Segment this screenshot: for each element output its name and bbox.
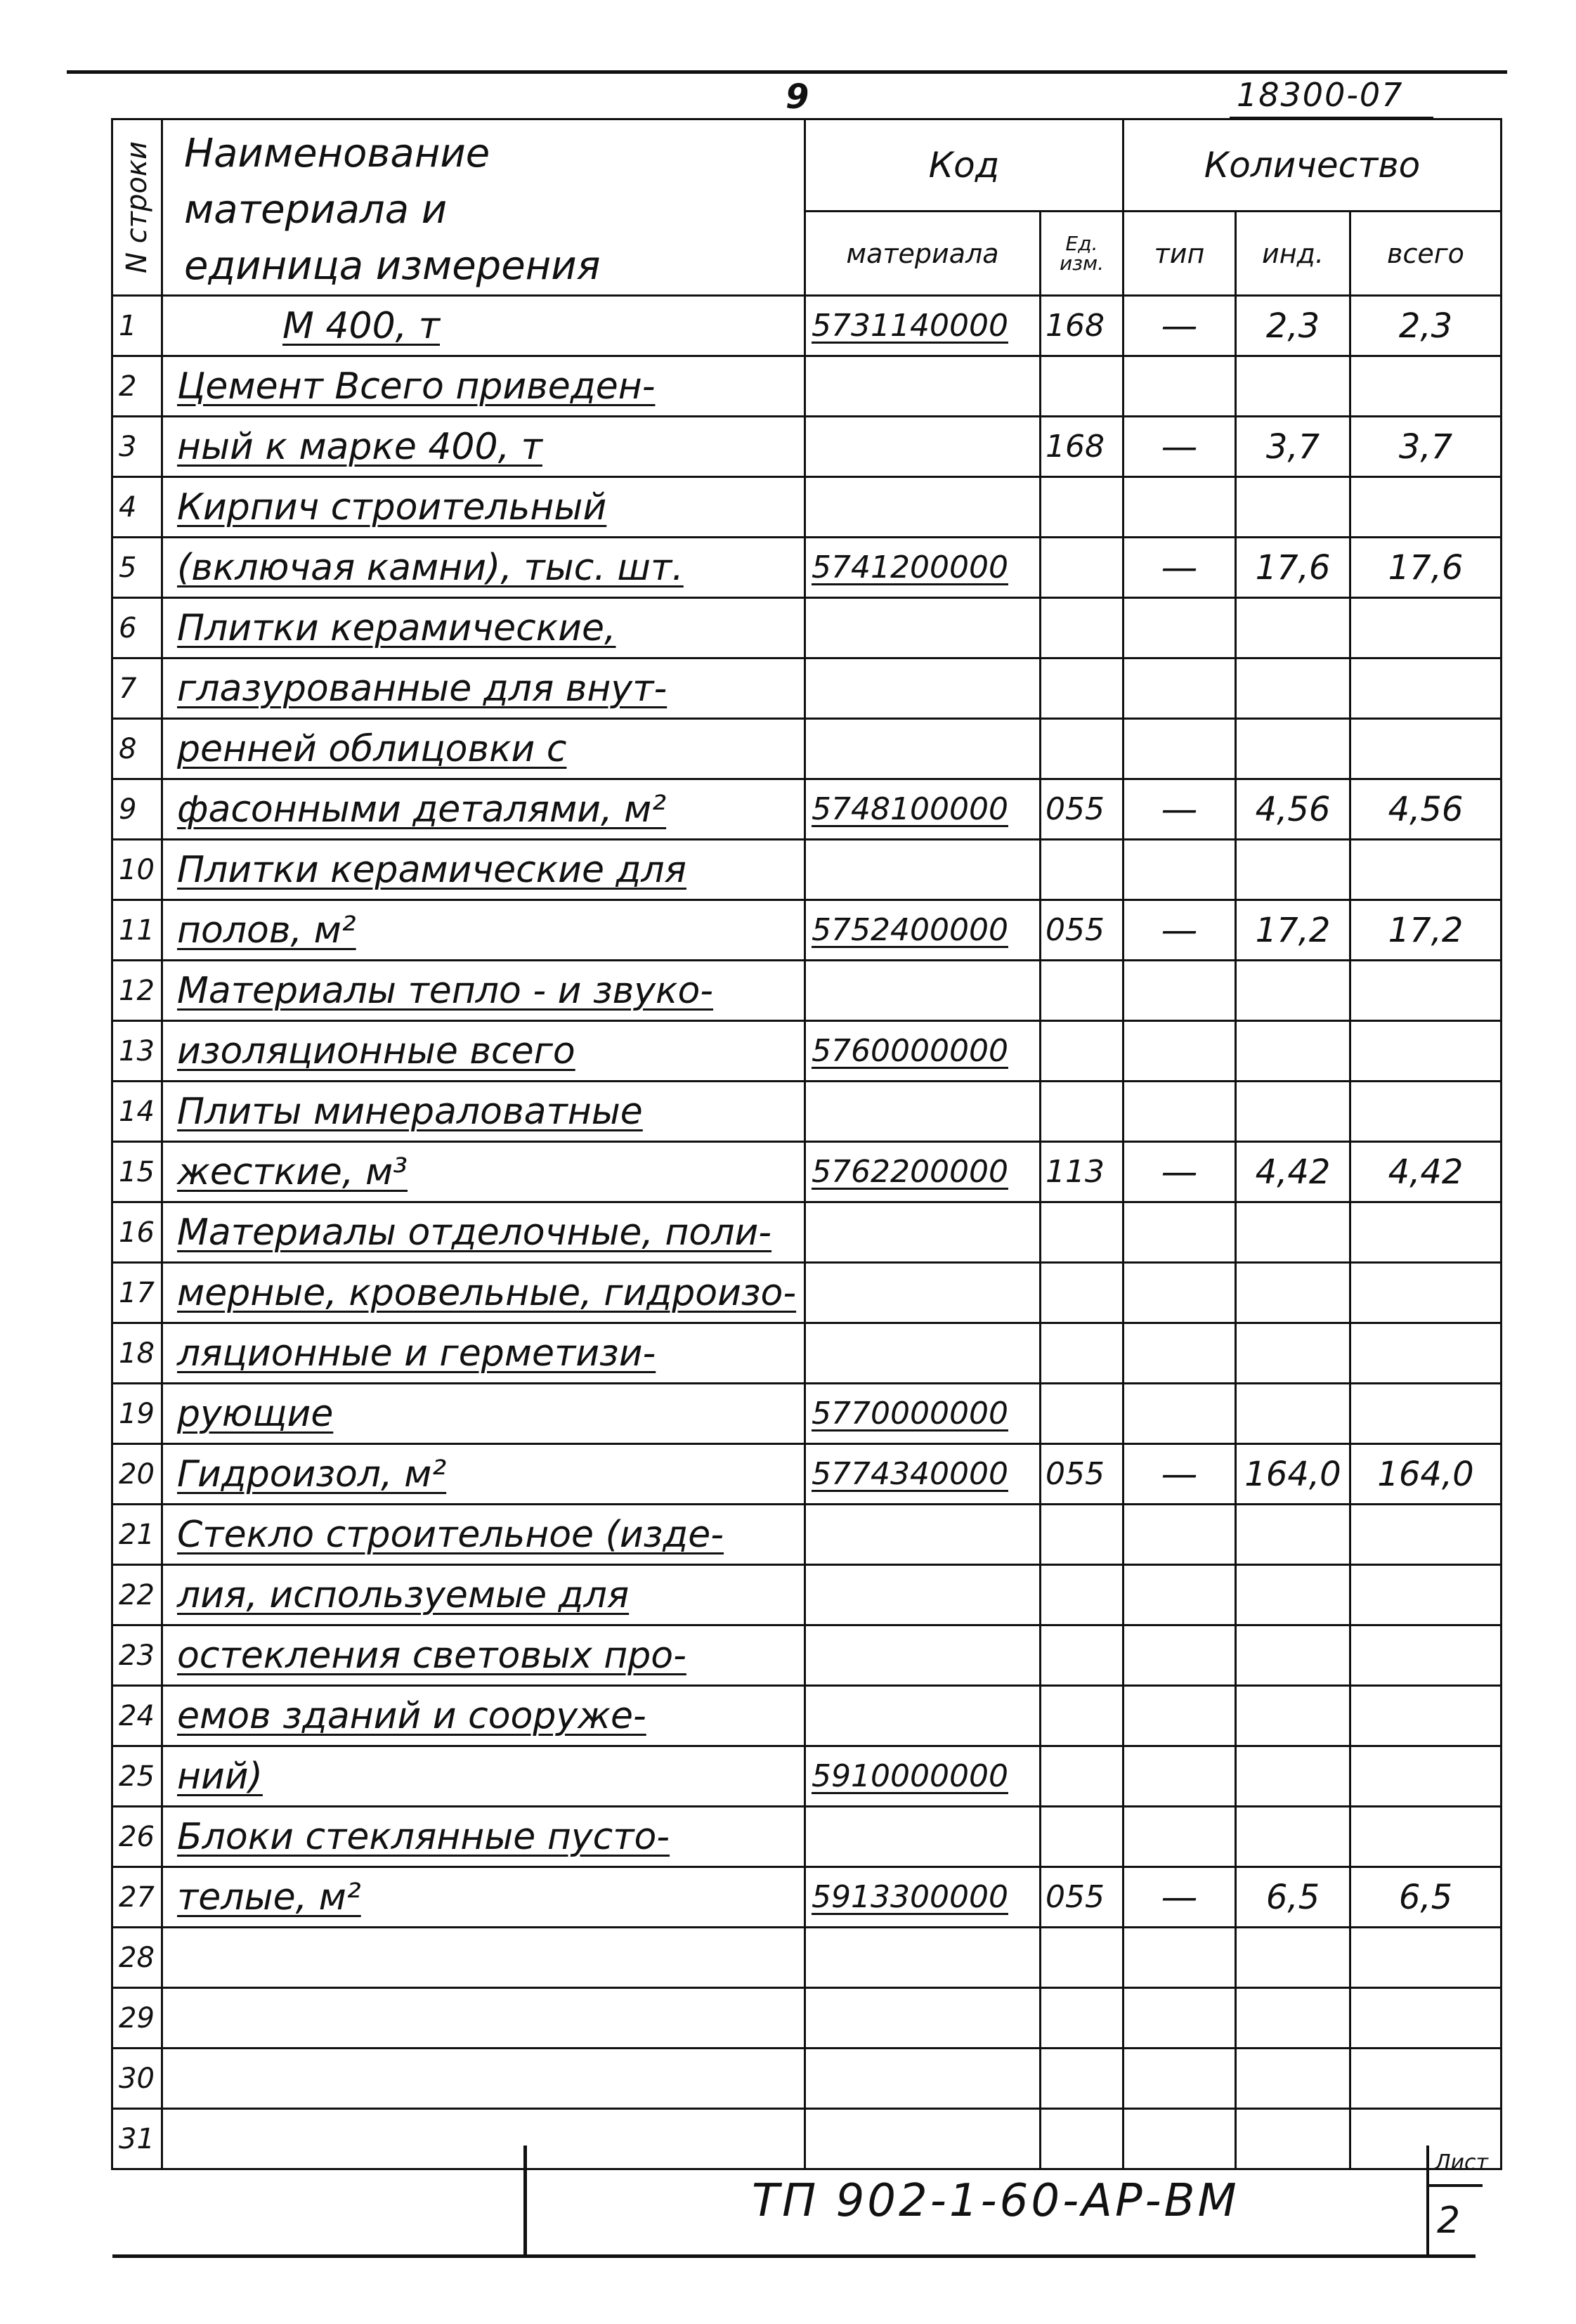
header-material-code: материала (805, 212, 1041, 296)
material-code (805, 1807, 1041, 1867)
qty-type (1124, 840, 1236, 900)
unit-code: 168 (1041, 296, 1124, 356)
material-name: изоляционные всего (162, 1021, 805, 1082)
qty-individual: 6,5 (1236, 1867, 1350, 1928)
row-number: 21 (112, 1505, 162, 1565)
unit-code (1041, 1565, 1124, 1625)
table-row (112, 1263, 1502, 1323)
qty-type (1124, 356, 1236, 417)
bottom-rule (112, 2254, 1476, 2258)
material-name: емов зданий и сооруже- (162, 1686, 805, 1746)
row-number: 30 (112, 2049, 162, 2109)
sheet-box-divider (1426, 2146, 1429, 2257)
row-number: 16 (112, 1202, 162, 1263)
row-number: 28 (112, 1928, 162, 1988)
table-row (112, 1202, 1502, 1263)
qty-individual (1236, 1323, 1350, 1384)
unit-code (1041, 1021, 1124, 1082)
unit-code (1041, 1263, 1124, 1323)
unit-code (1041, 1988, 1124, 2049)
table-row (112, 538, 1502, 598)
material-name: ренней облицовки с (162, 719, 805, 779)
material-name: фасонными деталями, м² (162, 779, 805, 840)
qty-individual: 17,6 (1236, 538, 1350, 598)
material-name: телые, м² (162, 1867, 805, 1928)
qty-type (1124, 1505, 1236, 1565)
unit-code: 055 (1041, 779, 1124, 840)
qty-total (1350, 840, 1502, 900)
qty-total: 4,42 (1350, 1142, 1502, 1202)
qty-total: 3,7 (1350, 417, 1502, 477)
page-number: 9 (786, 77, 809, 117)
qty-type (1124, 2049, 1236, 2109)
table-row (112, 2109, 1502, 2169)
top-rule (67, 70, 1507, 74)
qty-type (1124, 1625, 1236, 1686)
header-row-number: N строки (112, 119, 162, 296)
qty-type (1124, 1202, 1236, 1263)
qty-individual: 17,2 (1236, 900, 1350, 961)
qty-type (1124, 1686, 1236, 1746)
qty-type: — (1124, 1867, 1236, 1928)
material-name: ний) (162, 1746, 805, 1807)
material-name: жесткие, м³ (162, 1142, 805, 1202)
header-qty-total: всего (1350, 212, 1502, 296)
unit-code (1041, 961, 1124, 1021)
qty-type: — (1124, 417, 1236, 477)
material-code: 5760000000 (805, 1021, 1041, 1082)
qty-type (1124, 1384, 1236, 1444)
qty-individual (1236, 1202, 1350, 1263)
qty-total (1350, 1746, 1502, 1807)
unit-code (1041, 1323, 1124, 1384)
unit-code: 113 (1041, 1142, 1124, 1202)
unit-code (1041, 2109, 1124, 2169)
table-row (112, 961, 1502, 1021)
document-designation: ТП 902-1-60-АР-ВМ (752, 2175, 1239, 2227)
row-number: 22 (112, 1565, 162, 1625)
table-row (112, 840, 1502, 900)
material-name: Кирпич строительный (162, 477, 805, 538)
row-number: 18 (112, 1323, 162, 1384)
material-name (162, 1988, 805, 2049)
table-row (112, 598, 1502, 658)
qty-total: 6,5 (1350, 1867, 1502, 1928)
table-row (112, 658, 1502, 719)
material-name (162, 1928, 805, 1988)
material-code (805, 417, 1041, 477)
header-qty-type: тип (1124, 212, 1236, 296)
qty-individual (1236, 1746, 1350, 1807)
qty-type (1124, 2109, 1236, 2169)
material-code (805, 1323, 1041, 1384)
material-code (805, 1202, 1041, 1263)
material-name: Стекло строительное (изде- (162, 1505, 805, 1565)
material-name: Плитки керамические для (162, 840, 805, 900)
row-number: 8 (112, 719, 162, 779)
material-name: ляционные и герметизи- (162, 1323, 805, 1384)
qty-type (1124, 1565, 1236, 1625)
material-code (805, 1505, 1041, 1565)
qty-type (1124, 477, 1236, 538)
row-number: 12 (112, 961, 162, 1021)
material-code (805, 840, 1041, 900)
material-code (805, 961, 1041, 1021)
qty-total (1350, 1384, 1502, 1444)
material-code (805, 1928, 1041, 1988)
qty-total (1350, 1082, 1502, 1142)
qty-type (1124, 719, 1236, 779)
qty-individual: 4,56 (1236, 779, 1350, 840)
material-code: 5913300000 (805, 1867, 1041, 1928)
unit-code: 168 (1041, 417, 1124, 477)
material-code (805, 2049, 1041, 2109)
table-row (112, 1928, 1502, 1988)
qty-total (1350, 1202, 1502, 1263)
qty-individual: 4,42 (1236, 1142, 1350, 1202)
row-number: 14 (112, 1082, 162, 1142)
unit-code (1041, 1082, 1124, 1142)
unit-code (1041, 658, 1124, 719)
qty-individual (1236, 2109, 1350, 2169)
qty-type (1124, 1263, 1236, 1323)
material-code: 5748100000 (805, 779, 1041, 840)
qty-individual (1236, 1988, 1350, 2049)
unit-code (1041, 1625, 1124, 1686)
qty-total: 2,3 (1350, 296, 1502, 356)
qty-individual (1236, 1263, 1350, 1323)
qty-type (1124, 658, 1236, 719)
row-number: 25 (112, 1746, 162, 1807)
row-number: 15 (112, 1142, 162, 1202)
table-row (112, 1444, 1502, 1505)
row-number: 17 (112, 1263, 162, 1323)
unit-code (1041, 1505, 1124, 1565)
table-row (112, 1323, 1502, 1384)
table-row (112, 2049, 1502, 2109)
unit-code (1041, 1807, 1124, 1867)
material-name: остекления световых про- (162, 1625, 805, 1686)
row-number: 29 (112, 1988, 162, 2049)
unit-code (1041, 356, 1124, 417)
unit-code (1041, 1686, 1124, 1746)
table-row (112, 1565, 1502, 1625)
unit-code (1041, 598, 1124, 658)
material-name: Блоки стеклянные пусто- (162, 1807, 805, 1867)
table-row (112, 900, 1502, 961)
material-name: рующие (162, 1384, 805, 1444)
qty-type: — (1124, 1142, 1236, 1202)
row-number: 5 (112, 538, 162, 598)
qty-total (1350, 961, 1502, 1021)
qty-individual: 164,0 (1236, 1444, 1350, 1505)
unit-code (1041, 1384, 1124, 1444)
material-code (805, 1565, 1041, 1625)
row-number: 11 (112, 900, 162, 961)
qty-total: 17,6 (1350, 538, 1502, 598)
row-number: 4 (112, 477, 162, 538)
qty-total (1350, 1988, 1502, 2049)
material-name: лия, используемые для (162, 1565, 805, 1625)
qty-total (1350, 1505, 1502, 1565)
qty-individual (1236, 598, 1350, 658)
material-code (805, 719, 1041, 779)
unit-code (1041, 1202, 1124, 1263)
qty-total (1350, 1565, 1502, 1625)
unit-code (1041, 1746, 1124, 1807)
qty-type (1124, 598, 1236, 658)
material-code (805, 1082, 1041, 1142)
table-row (112, 477, 1502, 538)
qty-type: — (1124, 296, 1236, 356)
qty-individual (1236, 1807, 1350, 1867)
table-row (112, 417, 1502, 477)
row-number: 9 (112, 779, 162, 840)
qty-total (1350, 1323, 1502, 1384)
row-number: 10 (112, 840, 162, 900)
table-row (112, 779, 1502, 840)
unit-code (1041, 840, 1124, 900)
row-number: 1 (112, 296, 162, 356)
qty-individual (1236, 1505, 1350, 1565)
qty-individual (1236, 1021, 1350, 1082)
material-name: полов, м² (162, 900, 805, 961)
unit-code (1041, 1928, 1124, 1988)
qty-type (1124, 1928, 1236, 1988)
material-code: 5910000000 (805, 1746, 1041, 1807)
material-name: мерные, кровельные, гидроизо- (162, 1263, 805, 1323)
qty-total: 4,56 (1350, 779, 1502, 840)
row-number: 20 (112, 1444, 162, 1505)
qty-type (1124, 1746, 1236, 1807)
table-row (112, 1142, 1502, 1202)
sheet-label: Лист (1435, 2150, 1489, 2175)
material-code (805, 2109, 1041, 2169)
qty-type (1124, 1021, 1236, 1082)
material-code: 5731140000 (805, 296, 1041, 356)
table-row (112, 1746, 1502, 1807)
material-code (805, 1625, 1041, 1686)
material-name: ный к марке 400, т (162, 417, 805, 477)
row-number: 24 (112, 1686, 162, 1746)
row-number: 3 (112, 417, 162, 477)
qty-total (1350, 1263, 1502, 1323)
material-code (805, 658, 1041, 719)
material-name: (включая камни), тыс. шт. (162, 538, 805, 598)
qty-type: — (1124, 779, 1236, 840)
material-name: Гидроизол, м² (162, 1444, 805, 1505)
qty-type (1124, 961, 1236, 1021)
qty-total: 17,2 (1350, 900, 1502, 961)
qty-type (1124, 1323, 1236, 1384)
table-row (112, 1686, 1502, 1746)
row-number: 6 (112, 598, 162, 658)
qty-individual (1236, 356, 1350, 417)
qty-individual (1236, 840, 1350, 900)
qty-type (1124, 1807, 1236, 1867)
unit-code: 055 (1041, 1867, 1124, 1928)
qty-individual (1236, 719, 1350, 779)
qty-individual (1236, 1686, 1350, 1746)
material-code: 5774340000 (805, 1444, 1041, 1505)
qty-individual (1236, 477, 1350, 538)
row-number: 13 (112, 1021, 162, 1082)
material-code (805, 477, 1041, 538)
qty-total (1350, 356, 1502, 417)
table-row (112, 719, 1502, 779)
title-block-divider (523, 2146, 527, 2257)
table-row (112, 1625, 1502, 1686)
qty-individual: 3,7 (1236, 417, 1350, 477)
material-name (162, 2049, 805, 2109)
qty-individual (1236, 961, 1350, 1021)
material-code: 5752400000 (805, 900, 1041, 961)
table-row (112, 1021, 1502, 1082)
qty-individual (1236, 1082, 1350, 1142)
unit-code (1041, 538, 1124, 598)
qty-individual (1236, 658, 1350, 719)
material-name: Плиты минераловатные (162, 1082, 805, 1142)
qty-individual (1236, 1565, 1350, 1625)
qty-type (1124, 1988, 1236, 2049)
material-name: глазурованные для внут- (162, 658, 805, 719)
row-number: 23 (112, 1625, 162, 1686)
sheet-number: 2 (1437, 2200, 1461, 2242)
unit-code (1041, 477, 1124, 538)
qty-individual (1236, 1625, 1350, 1686)
qty-total (1350, 477, 1502, 538)
header-quantity-group: Количество (1124, 119, 1502, 212)
document-code: 18300-07 (1237, 76, 1404, 114)
material-code: 5762200000 (805, 1142, 1041, 1202)
material-code: 5770000000 (805, 1384, 1041, 1444)
header-code-group: Код (805, 119, 1124, 212)
qty-total (1350, 598, 1502, 658)
qty-total (1350, 658, 1502, 719)
material-name: М 400, т (162, 296, 805, 356)
qty-total (1350, 1686, 1502, 1746)
qty-type: — (1124, 1444, 1236, 1505)
qty-individual: 2,3 (1236, 296, 1350, 356)
qty-individual (1236, 1384, 1350, 1444)
table-row (112, 1505, 1502, 1565)
row-number: 31 (112, 2109, 162, 2169)
table-row (112, 1384, 1502, 1444)
row-number: 26 (112, 1807, 162, 1867)
qty-total (1350, 719, 1502, 779)
table-row (112, 1988, 1502, 2049)
row-number: 19 (112, 1384, 162, 1444)
header-qty-individual: инд. (1236, 212, 1350, 296)
qty-total (1350, 1928, 1502, 1988)
qty-individual (1236, 2049, 1350, 2109)
material-code (805, 1686, 1041, 1746)
qty-total (1350, 1021, 1502, 1082)
row-number: 2 (112, 356, 162, 417)
unit-code (1041, 719, 1124, 779)
unit-code: 055 (1041, 900, 1124, 961)
material-code (805, 1263, 1041, 1323)
material-name: Материалы отделочные, поли- (162, 1202, 805, 1263)
material-code: 5741200000 (805, 538, 1041, 598)
sheet-box-rule (1426, 2184, 1483, 2187)
material-code (805, 1988, 1041, 2049)
material-code (805, 598, 1041, 658)
qty-total (1350, 1625, 1502, 1686)
table-row (112, 1082, 1502, 1142)
qty-total: 164,0 (1350, 1444, 1502, 1505)
header-unit-code: Ед. изм. (1041, 212, 1124, 296)
qty-total (1350, 1807, 1502, 1867)
qty-total (1350, 2049, 1502, 2109)
table-row (112, 1807, 1502, 1867)
row-number: 7 (112, 658, 162, 719)
unit-code: 055 (1041, 1444, 1124, 1505)
table-row (112, 296, 1502, 356)
material-code (805, 356, 1041, 417)
material-name: Материалы тепло - и звуко- (162, 961, 805, 1021)
material-name: Цемент Всего приведен- (162, 356, 805, 417)
qty-type: — (1124, 538, 1236, 598)
qty-type (1124, 1082, 1236, 1142)
row-number: 27 (112, 1867, 162, 1928)
table-row (112, 1867, 1502, 1928)
header-material-name: Наименование материала и единица измерения (162, 119, 805, 296)
materials-table (111, 118, 1502, 2170)
qty-type: — (1124, 900, 1236, 961)
table-row (112, 356, 1502, 417)
qty-individual (1236, 1928, 1350, 1988)
unit-code (1041, 2049, 1124, 2109)
material-name: Плитки керамические, (162, 598, 805, 658)
material-name (162, 2109, 805, 2169)
